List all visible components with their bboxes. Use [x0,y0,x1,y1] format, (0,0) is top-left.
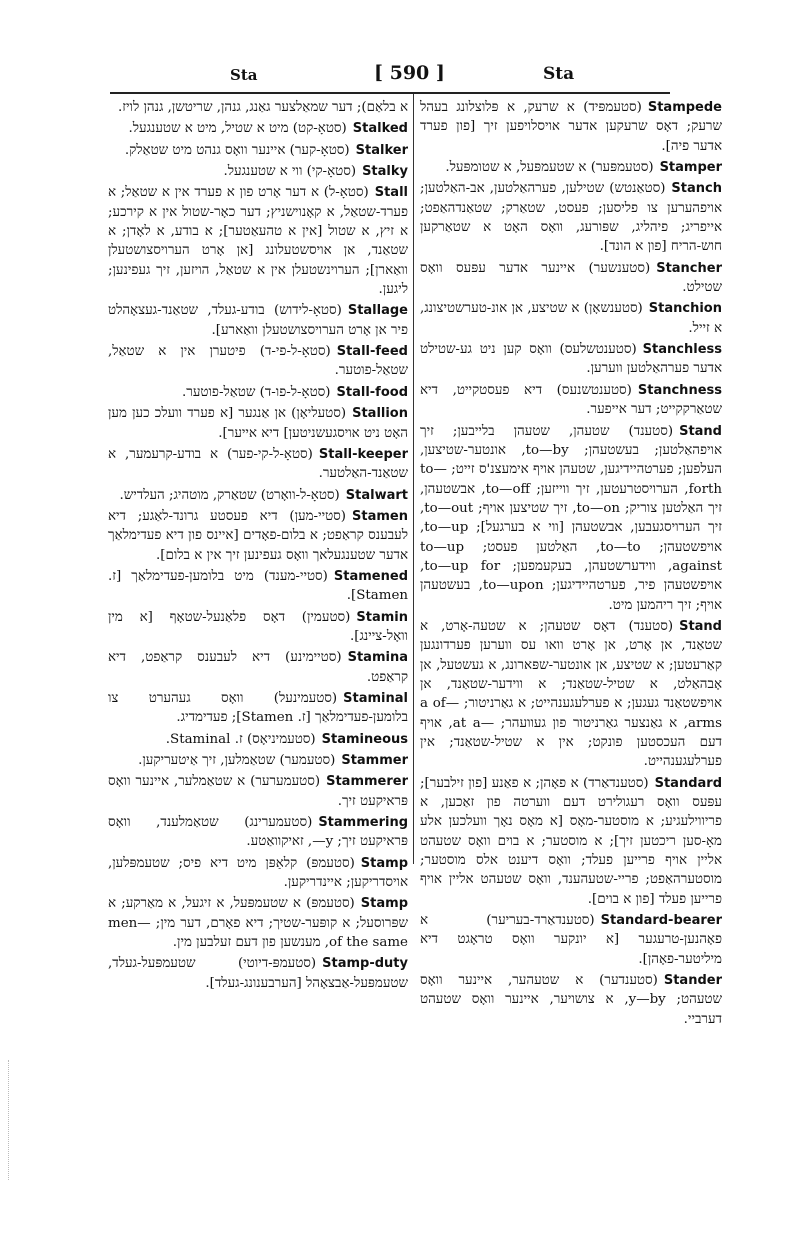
entry-definition: (סטיי-מענד) מיט בלומען-פעדימלאַך [ז. Stamen]. [108,568,408,604]
entry-headword: Stalked [352,121,408,137]
dictionary-entry [420,774,722,909]
entry-definition: (סטענד) דאָס שטעהן; א שטעה-אָרט, א שטאַנד, אן אָרט, אן אָרט וואו עס ווערען פערדונגען קאַרעטען; א שטיצע, אן אונטער-שפּארונג, א געשטעל, אן אָבהאַלט, א שטיל-שטאַנד; א ווידער-שטאַנד, אן אויפשטאַנד געגען; א פערלעגענהייט; א גאַרניטור; —a of arms, א גאַנצער גאַרניטור פון געוועהר; —at a, אויף דעם העכסטען פונקט; אין א שטיל-שטאַנד; אין פערלעגענהייט. [420,618,722,770]
entry-definition: (סטעמפּיד) א שרעק, א פּלוצלונג בעהל שרעק; דאָס שרעקען אדער אויסלויפען זיך [פון פערד אדער פיה]. [420,100,722,154]
column-divider [413,94,414,864]
entry-headword: Stand [679,423,722,439]
entry-definition: (סטענדאַרד-בעריער) א פאָהנען-טרעגער [א יונקער וואָס טראָגט דיא מיליטער-פאָהן]. [420,913,722,967]
entry-definition: (סטענד) שטעהן, שטעהן בלייבען; זיך אויפהאַלטען; בעשטעהן; to—by, אונטער-שטיצען, העלפען; פערטהיידיגען, שטעהן אויף אימעצנ'ס זייט; to—forth, הערויסטרעטען, זיך ווייזען; to—off, אבשטעהן, זיך האַלטען צוריק; to—on, זיך שטיצען אויף; to—out, זיך הערויסגעבען, אבשטעהן [ווי א בערגעל]; to—up, אויפשטעהן; to—to, האַלטען פעסט; to—up against, ווידערשטעהן, בעקעמפען; to—up for, אויפשטעהן פיר, פערטהיידיגען; to—upon, בעשטעהן אויף; זיך ריהמען מיט. [420,423,722,613]
dictionary-entry [420,971,722,1029]
dictionary-entry [108,98,408,117]
entry-definition: (סטעמינעל) וואָס געהערט צו בלומען-פעדימלאַך [ז. Stamen]; פעדימדיג. [108,690,408,726]
entry-headword: Stalker [355,142,408,158]
dictionary-entry [108,445,408,484]
entry-definition: (סטענשאָן) א שטיצע, אן אונ-טערשטיצונג, א זייל. [420,301,722,336]
entry-headword: Stamin [356,609,408,625]
header-guide-word-right: Sta [543,64,575,84]
entry-headword: Stammer [341,753,408,768]
entry-headword: Stanchness [637,382,722,398]
entry-definition: (סטענדער) א שטעהער, איינער וואָס שטעהט; y—by, א צושויער, איינער וואָס שטעהט דערביי. [420,973,722,1027]
entry-headword: Stamineous [321,731,408,747]
entry-definition: (סטעמפּ) קלאַפּן מיט דיא פיס; שטעמפּלען, אויסדריקען; איינדריקען. [108,855,408,891]
page-number: [ 590 ] [374,62,445,84]
entry-definition: (סטיי-מען) דיא פעסטע גרונד-לאַגע; דיא לעבענס קראַפט; א בלום-פאָדים [איינס פון דיא פעדימלאַך אדער שטענגעלאך וואָס געפינען זיך אין א בלום]. [108,508,408,563]
entry-headword: Stand [679,618,722,634]
entry-headword: Stall [374,185,408,201]
entry-headword: Stamina [347,650,408,666]
right-column [420,98,722,1031]
entry-definition: (סטעמין) דאָס פלאַנעל-שטאָף [א מין וואָל-ציינג]. [108,609,408,644]
dictionary-entry [420,340,722,379]
dictionary-entry [108,954,408,993]
entry-headword: Stampede [647,100,722,115]
dictionary-entry [420,381,722,420]
entry-headword: Staminal [343,690,408,706]
entry-headword: Stamp-duty [322,956,408,972]
entry-definition: (סטעמפּער) א שטעמפּעל, א שטומפּעל. [445,160,654,176]
dictionary-entry [420,299,722,338]
entry-headword: Stammerer [326,774,408,790]
dictionary-entry [108,301,408,340]
entry-headword: Stamp [360,855,408,871]
entry-definition: א בלאַם); דער שמאַלצער גאַנג, גנהן, שריטשן, גנהן לויז. [118,100,408,115]
dictionary-entry [420,98,722,156]
entry-definition: (סטאָ-לידוש) בודע-געלד, שטאַנד-געצאָהלט פיר אן אָרט הערויסצושטעלן וואַארע]. [108,303,408,338]
entry-definition: (סטעמער) שטאַמלען, זיך אַיטעריקען. [138,753,336,768]
entry-definition: (סטאָ-ל-פי-ד) פיטערן אין א שטאַל, שטאַל-פוטער. [108,344,408,379]
header-rule [110,92,670,94]
entry-headword: Stanchion [648,301,722,317]
entry-headword: Stamp [360,896,408,912]
dictionary-entry [108,486,408,505]
entry-headword: Stamen [352,508,408,524]
dictionary-entry [108,567,408,606]
dictionary-entry [108,404,408,443]
entry-headword: Stall-food [336,384,408,400]
entry-definition: (סטאָ-ל) א דער אָרט פון א פערד אין א שטאַל; א פערד-שטאַל, א קאָנוישניץ; דער כאָר-שטול אין א קירכע; א זיץ, א שטול [אין א טהעאַטער]; א בודע, א לאָדן; א שטאַנד, אן אויסשטעלונג [אן אָרט הערויסצושטעלן וואַארן]; הערוינשטעלן אין א שטאַל, הויזען, זיך געפינען; ליגען. [108,185,408,298]
entry-definition: (סטענדאַרד) א פאָהן; א פאַנע [פון זילבער]; עפּעס וואָס רעגולירט דעם ווערטה פון זאַכען, א פריווילעגיע; א מוסטער-מאָס [א מאָס נאָך וועלכען אלע מאָ-סען ריכטען זיך]; א מוסטער; א בוים וואָס שטעהט אליין אויף פרייען פעלד; וואָס דיענט אלס מוסטער; מוסטערהאַפט; פריי-שטעהענד, וואָס שטעהט אליין אויף פרייען פעלד [פון א בוים]. [420,775,722,907]
dictionary-entry [108,141,408,160]
entry-definition: (סטעמפּ) א שטעמפּעל, א זיגעל, א מאַרקע; א שפּרוסעל; א קופּער-שטיך; דיא פאָרם, דער מין; —men of the same, מענשען פון דעם זעלבען מין. [108,896,408,951]
dictionary-entry [108,162,408,181]
entry-headword: Stallage [347,303,408,319]
entry-headword: Standard [654,775,722,791]
entry-headword: Stander [663,973,722,989]
entry-headword: Stanch [671,181,722,197]
dictionary-entry [108,854,408,893]
entry-headword: Stanchless [642,342,722,358]
dictionary-entry [108,772,408,811]
dictionary-entry [108,894,408,952]
dictionary-entry [108,183,408,299]
page-header [110,62,670,90]
dictionary-entry [420,259,722,298]
dictionary-entry [108,383,408,402]
dictionary-entry [108,689,408,728]
entry-headword: Standard-bearer [600,913,722,929]
left-column [108,98,408,995]
dictionary-entry [420,617,722,772]
entry-definition: (סטעמיניאָס) ז. Staminal. [165,731,316,747]
dictionary-entry [108,813,408,852]
entry-definition: (סטעמערער) א שטאַמלער, איינער וואָס פּראיקעט זיך. [108,774,408,809]
entry-definition: (סטאַנטש) שטילען, פערהאַלטען, אב-האַלטען; אויפהערען צו פליסען; פעסט, שטאַרק; שטאַנדהאַפט; אייפריג; פיהליג, שפּורעג, וואָס האָט א שטאַרקען חוש-הריח [פון א הונד]. [420,181,722,255]
header-guide-word-left: Sta [230,66,258,84]
entry-headword: Stancher [656,260,722,276]
entry-definition: (סטענשער) איינער אדער עפּעס וואָס שטילט. [420,260,722,296]
dictionary-entry [108,608,408,647]
dictionary-entry [420,179,722,256]
entry-definition: (סטעמפּ-דיוטי) שטעמפּעל-געלד, שטעמפּעל-אַבצאָהל [הערבענונג-געלד]. [108,956,408,991]
entry-headword: Stammering [318,815,408,831]
dictionary-entry [420,158,722,177]
entry-headword: Stamper [659,160,722,176]
entry-definition: (סטאָ-ל-קי-פער) א בודע-קרעמער, א שטאַנד-האַלטער. [108,446,408,482]
dictionary-entry [108,751,408,770]
entry-definition: (סטענטשלעס) וואָס קען ניט גע-שטילט אדער פערהאַלטען ווערען. [420,342,722,377]
entry-definition: (סטענטשנעס) דיא פעסטקייט, דיא שטאַרקקייט; דער אייפער. [420,382,722,418]
margin-scan-artifact [8,1060,13,1180]
entry-headword: Stallion [352,406,408,422]
entry-definition: (סטעמערינג) שטאַמלענד, וואָס פּראיקעט זיך; y—, זאיקוואַטע. [108,815,408,850]
entry-definition: (סטאָ-ל-פו-ד) שטאַל-פוטער. [182,384,331,400]
entry-definition: (סטאָ-ל-וואָרט) שטאַרק, מוטהיג; העלדיש. [119,487,340,503]
dictionary-entry [108,648,408,687]
entry-headword: Stall-keeper [318,446,408,462]
entry-headword: Stamened [333,568,408,584]
dictionary-entry [108,119,408,138]
entry-definition: (סטאָ-קער) איינער וואָס גנהט מיט שטאַלק. [124,142,350,158]
dictionary-entry [108,507,408,565]
entry-definition: (סטיימינע) דיא לעבענס קראַפט, דיא קראַפט. [108,650,408,685]
dictionary-entry [420,911,722,969]
entry-definition: (סטאָ-קי) ווי א שטענגעל. [223,164,357,180]
entry-headword: Stall-feed [336,344,408,360]
entry-headword: Stalky [362,164,408,180]
entry-headword: Stalwart [345,487,408,503]
dictionary-entry [420,422,722,615]
entry-definition: (סטאָ-קט) מיט א שטיל, מיט א שטענגעל. [128,121,347,137]
dictionary-entry [108,342,408,381]
dictionary-entry [108,730,408,749]
entry-definition: (סטעליאָן) אן אַנגער [א פערד וועלכ כען מען האָט ניט אויסגעשניטען] דיא אייער]. [108,406,408,441]
